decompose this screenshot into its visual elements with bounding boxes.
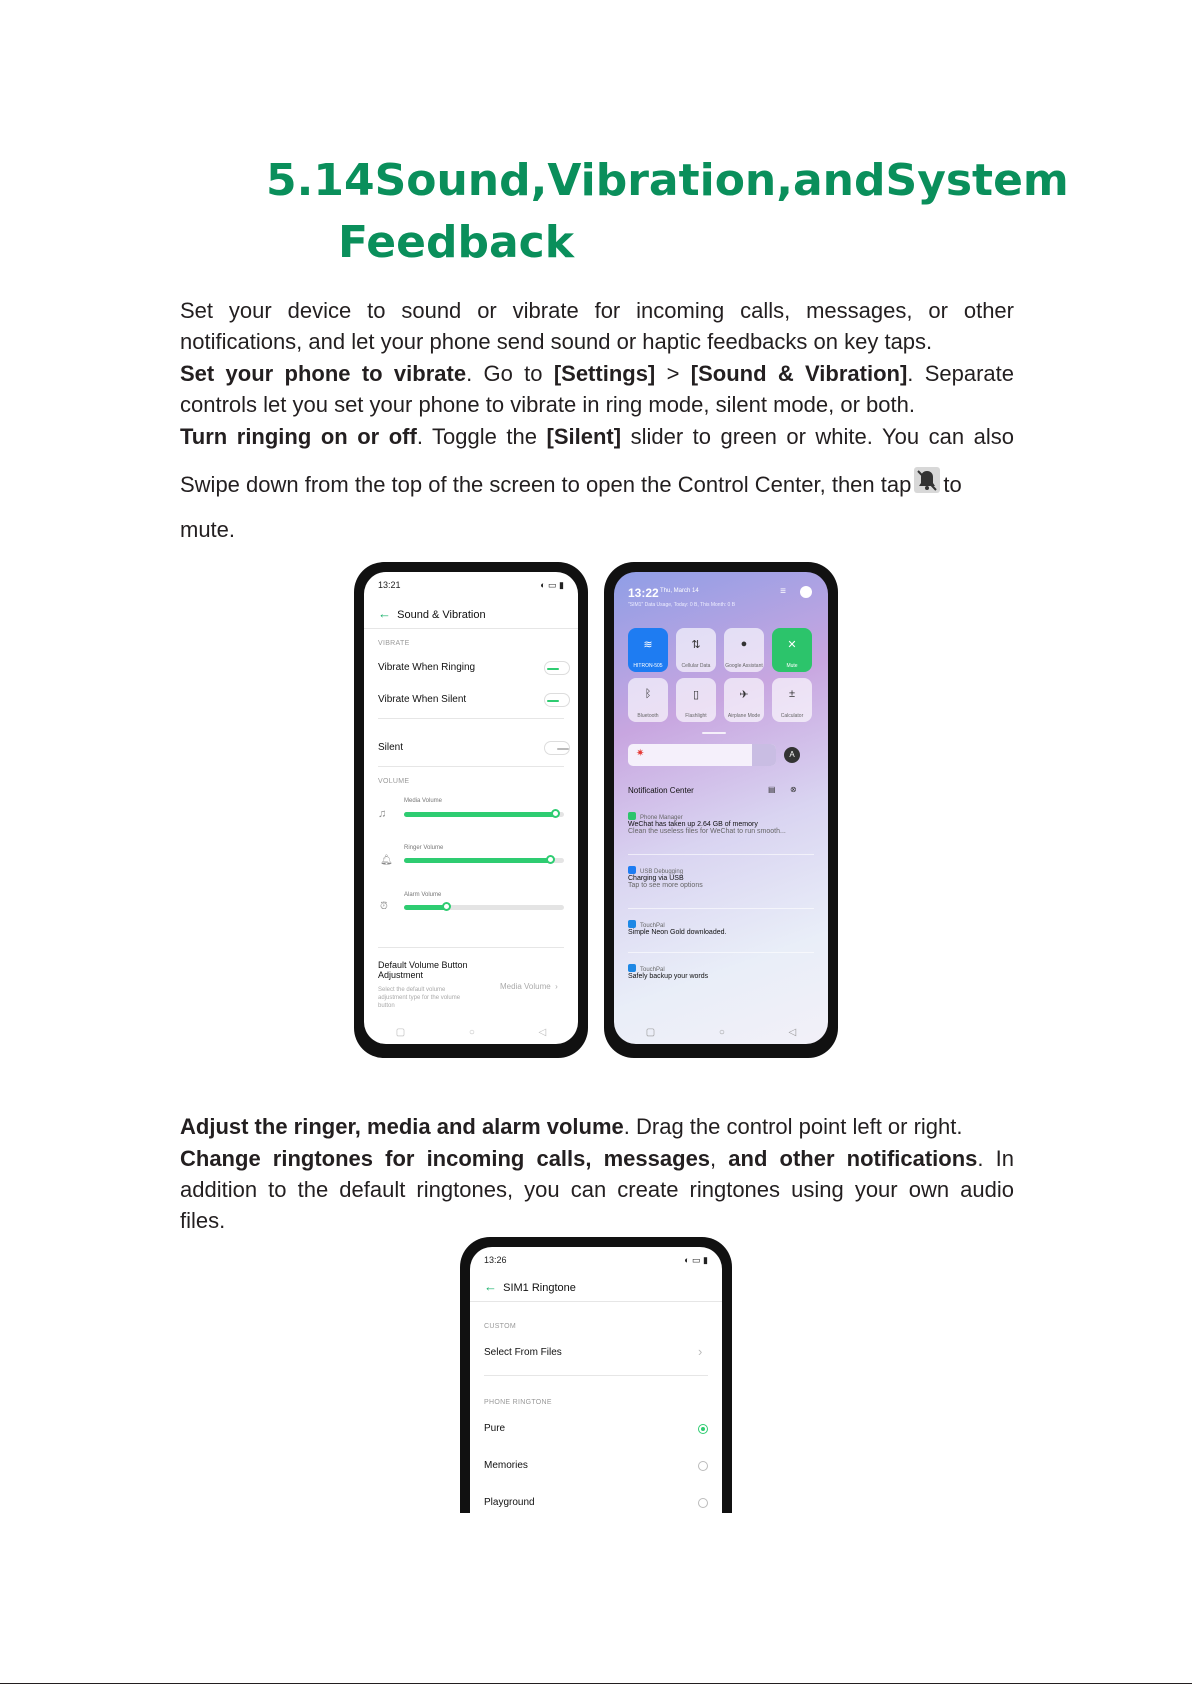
notification-item[interactable] bbox=[628, 964, 808, 980]
notification-title: Safely backup your words bbox=[628, 973, 709, 980]
text-span: slider to green or white. You can also bbox=[621, 424, 1014, 449]
notification-text: Tap to see more options bbox=[628, 882, 703, 889]
bell-icon: 🔔︎ bbox=[380, 855, 393, 866]
ringing-heading: Turn ringing on or off bbox=[180, 424, 417, 449]
intro-line2: notifications, and let your phone send sound or haptic feedbacks on key taps. bbox=[180, 329, 933, 354]
text-span: . Drag the control point left or right. bbox=[623, 1114, 963, 1139]
google-assistant-tile[interactable] bbox=[724, 628, 764, 672]
chevron-right-icon: › bbox=[555, 982, 558, 991]
cc-data-usage: "SIM1" Data Usage, Today: 0 B, This Month: 0 B bbox=[628, 602, 736, 608]
settings-gear-icon[interactable] bbox=[800, 586, 812, 598]
section-number: 5.14 bbox=[266, 155, 375, 206]
default-volume-button-desc bbox=[378, 986, 460, 1010]
bluetooth-icon: ᛒ bbox=[644, 688, 652, 700]
sound-vibration-ref: [Sound & Vibration] bbox=[690, 361, 908, 386]
phone-control-center bbox=[604, 562, 838, 1058]
back-arrow-icon[interactable]: ← bbox=[484, 1279, 497, 1294]
slider-handle[interactable] bbox=[442, 902, 451, 911]
desc-line: adjustment type for the volume bbox=[378, 995, 461, 1001]
section-label: VOLUME bbox=[378, 778, 410, 785]
brightness-icon: ✷ bbox=[636, 748, 645, 759]
status-icons: ◐ ▭ ▮ bbox=[540, 580, 564, 590]
vibrate-ringing-label: Vibrate When Ringing bbox=[378, 662, 476, 673]
text-span: > bbox=[655, 361, 691, 386]
notification-app: USB Debugging bbox=[640, 869, 684, 875]
manage-icon[interactable]: ▤ bbox=[768, 785, 776, 794]
slider-handle[interactable] bbox=[546, 855, 555, 864]
vibrate-line2: controls let you set your phone to vibrate in ring mode, silent mode, or both. bbox=[180, 392, 915, 417]
ringtones-line1 bbox=[180, 1143, 1014, 1174]
flashlight-icon: ▯ bbox=[692, 689, 700, 701]
default-volume-button-title[interactable] bbox=[378, 960, 468, 980]
row-title: Adjustment bbox=[378, 970, 424, 980]
usb-icon bbox=[628, 866, 636, 874]
music-note-icon: ♫ bbox=[378, 808, 387, 820]
desc-line: button bbox=[378, 1003, 395, 1009]
alarm-clock-icon: ⏰︎ bbox=[380, 901, 388, 912]
touchpal-icon bbox=[628, 964, 636, 972]
text-span: Swipe down from the top of the screen to open the Control Center, then tap bbox=[180, 472, 912, 497]
slider-handle[interactable] bbox=[551, 809, 560, 818]
recent-apps-icon[interactable]: ▢ bbox=[645, 1026, 656, 1038]
text-span: . In bbox=[977, 1146, 1014, 1171]
intro-line1: Set your device to sound or vibrate for incoming calls, messages, or other bbox=[180, 298, 1014, 323]
text-span: . Go to bbox=[466, 361, 554, 386]
status-icons: ◐ ▭ ▮ bbox=[684, 1255, 708, 1265]
wifi-tile[interactable] bbox=[628, 628, 668, 672]
flashlight-tile[interactable] bbox=[676, 678, 716, 722]
tile-label: Bluetooth bbox=[637, 713, 659, 719]
ringtone-option[interactable]: Playground bbox=[484, 1497, 535, 1508]
ringing-line1 bbox=[180, 421, 1014, 452]
notification-title: Simple Neon Gold downloaded. bbox=[628, 929, 727, 936]
page-header bbox=[484, 1279, 576, 1294]
cellular-data-tile[interactable] bbox=[676, 628, 716, 672]
select-from-files[interactable]: Select From Files bbox=[484, 1347, 562, 1358]
media-volume-slider[interactable] bbox=[404, 812, 564, 817]
volume-line bbox=[180, 1111, 1014, 1142]
section-heading bbox=[266, 150, 1069, 274]
ringtones-heading: Change ringtones for incoming calls, messages bbox=[180, 1146, 711, 1171]
notification-text: Clean the useless files for WeChat to run smooth... bbox=[628, 828, 786, 835]
heading-word: and bbox=[792, 155, 886, 206]
slider-fill bbox=[404, 812, 556, 817]
bluetooth-tile[interactable] bbox=[628, 678, 668, 722]
slider-track-end bbox=[752, 744, 776, 766]
phone-manager-icon bbox=[628, 812, 636, 820]
silent-ref: [Silent] bbox=[546, 424, 622, 449]
mute-tile[interactable] bbox=[772, 628, 812, 672]
ringer-volume-label: Ringer Volume bbox=[404, 845, 444, 851]
footer-rule bbox=[0, 1683, 1192, 1684]
tile-label: Airplane Mode bbox=[727, 713, 761, 719]
auto-brightness-icon[interactable]: A bbox=[784, 747, 800, 763]
silent-toggle[interactable] bbox=[544, 741, 570, 755]
default-volume-value[interactable] bbox=[500, 982, 558, 991]
nav-bar bbox=[614, 1020, 828, 1044]
text-span: , bbox=[710, 1146, 729, 1171]
ringtone-option[interactable]: Memories bbox=[484, 1460, 528, 1471]
calculator-icon: ± bbox=[788, 688, 796, 700]
vibrate-ringing-toggle[interactable] bbox=[544, 661, 570, 675]
silent-label: Silent bbox=[378, 742, 404, 753]
wifi-icon: ≋ bbox=[643, 639, 653, 651]
heading-line2: Feedback bbox=[338, 217, 574, 268]
alarm-volume-slider[interactable] bbox=[404, 905, 564, 910]
cellular-data-icon: ⇅ bbox=[691, 639, 701, 651]
notification-item[interactable] bbox=[628, 812, 808, 835]
airplane-mode-tile[interactable] bbox=[724, 678, 764, 722]
tile-label: HITRON-505 bbox=[633, 663, 663, 669]
text-span: . Separate bbox=[907, 361, 1014, 386]
ringtones-line2: addition to the default ringtones, you can create ringtones using your own audio bbox=[180, 1177, 1014, 1202]
airplane-icon: ✈ bbox=[739, 689, 749, 701]
page-title: Sound & Vibration bbox=[397, 609, 486, 621]
notification-app: TouchPal bbox=[640, 923, 665, 929]
notification-app: TouchPal bbox=[640, 967, 665, 973]
back-icon[interactable]: ◁ bbox=[538, 1026, 547, 1038]
slider-fill bbox=[404, 905, 447, 910]
section-label: PHONE RINGTONE bbox=[484, 1399, 552, 1406]
page-title: SIM1 Ringtone bbox=[503, 1282, 576, 1294]
tile-label: Flashlight bbox=[685, 713, 707, 719]
status-time: 13:26 bbox=[484, 1255, 507, 1265]
chevron-right-icon: › bbox=[698, 1344, 703, 1359]
ringtone-option[interactable]: Pure bbox=[484, 1423, 506, 1434]
calculator-tile[interactable] bbox=[772, 678, 812, 722]
vibrate-silent-toggle[interactable] bbox=[544, 693, 570, 707]
row-title: Default Volume Button bbox=[378, 960, 468, 970]
vibrate-silent-label: Vibrate When Silent bbox=[378, 694, 467, 705]
slider-fill bbox=[404, 858, 551, 863]
microphone-icon: ● bbox=[740, 638, 748, 650]
tile-label: Cellular Data bbox=[681, 663, 711, 669]
notification-title: Charging via USB bbox=[628, 875, 684, 882]
drag-handle[interactable] bbox=[702, 732, 726, 734]
settings-ref: [Settings] bbox=[553, 361, 656, 386]
ringer-volume-slider[interactable] bbox=[404, 858, 564, 863]
page-header bbox=[378, 606, 486, 621]
volume-heading: Adjust the ringer, media and alarm volume bbox=[180, 1114, 624, 1139]
ringing-line3: mute. bbox=[180, 517, 236, 542]
heading-word: System bbox=[885, 155, 1069, 206]
ringtone-radio[interactable] bbox=[698, 1498, 708, 1508]
cc-time: 13:22 bbox=[628, 586, 659, 600]
tile-label: Calculator bbox=[780, 713, 804, 719]
desc-line: Select the default volume bbox=[378, 987, 446, 993]
vibrate-line1 bbox=[180, 358, 1014, 389]
heading-word: Sound, bbox=[374, 155, 548, 206]
notification-title: WeChat has taken up 2.64 GB of memory bbox=[628, 821, 758, 828]
phone-sound-vibration bbox=[354, 562, 588, 1058]
alarm-volume-label: Alarm Volume bbox=[404, 892, 442, 898]
ringing-line2 bbox=[180, 466, 1014, 500]
ringtones-line3: files. bbox=[180, 1208, 226, 1233]
ringtone-radio[interactable] bbox=[698, 1461, 708, 1471]
touchpal-icon bbox=[628, 920, 636, 928]
home-icon[interactable]: ○ bbox=[468, 1026, 475, 1038]
phone-sim1-ringtone bbox=[460, 1237, 732, 1513]
text-span: to bbox=[943, 472, 962, 497]
ringtones-heading-2: and other notifications bbox=[728, 1146, 978, 1171]
phone-screen bbox=[614, 572, 828, 1044]
vibrate-heading: Set your phone to vibrate bbox=[180, 361, 467, 386]
ringtone-radio[interactable] bbox=[698, 1424, 708, 1434]
recent-apps-icon[interactable]: ▢ bbox=[395, 1026, 406, 1038]
mute-bell-icon: ✕ bbox=[787, 639, 797, 651]
status-time: 13:21 bbox=[378, 580, 401, 590]
section-label: CUSTOM bbox=[484, 1323, 517, 1330]
home-icon[interactable]: ○ bbox=[718, 1026, 725, 1038]
back-icon[interactable]: ◁ bbox=[788, 1026, 797, 1038]
notification-item[interactable] bbox=[628, 866, 808, 889]
notification-item[interactable] bbox=[628, 920, 808, 936]
text-span: . Toggle the bbox=[416, 424, 547, 449]
phone-screen bbox=[470, 1247, 722, 1513]
back-arrow-icon[interactable]: ← bbox=[378, 606, 391, 621]
clear-all-icon[interactable]: ⊗ bbox=[790, 785, 797, 794]
notification-center-title: Notification Center bbox=[628, 786, 694, 795]
tile-label: Mute bbox=[786, 663, 798, 669]
notification-app: Phone Manager bbox=[640, 815, 683, 821]
heading-word: Vibration, bbox=[547, 155, 793, 206]
section-label: VIBRATE bbox=[378, 640, 410, 647]
nav-bar bbox=[364, 1020, 578, 1044]
mute-bell-icon bbox=[913, 466, 941, 494]
phone-screen bbox=[364, 572, 578, 1044]
tile-label: Google Assistant bbox=[725, 663, 763, 669]
media-volume-label: Media Volume bbox=[404, 798, 443, 804]
brightness-slider[interactable] bbox=[628, 744, 776, 766]
cc-date: Thu, March 14 bbox=[660, 588, 699, 594]
row-value: Media Volume bbox=[500, 982, 551, 991]
edit-icon[interactable]: ≡ bbox=[780, 586, 786, 597]
